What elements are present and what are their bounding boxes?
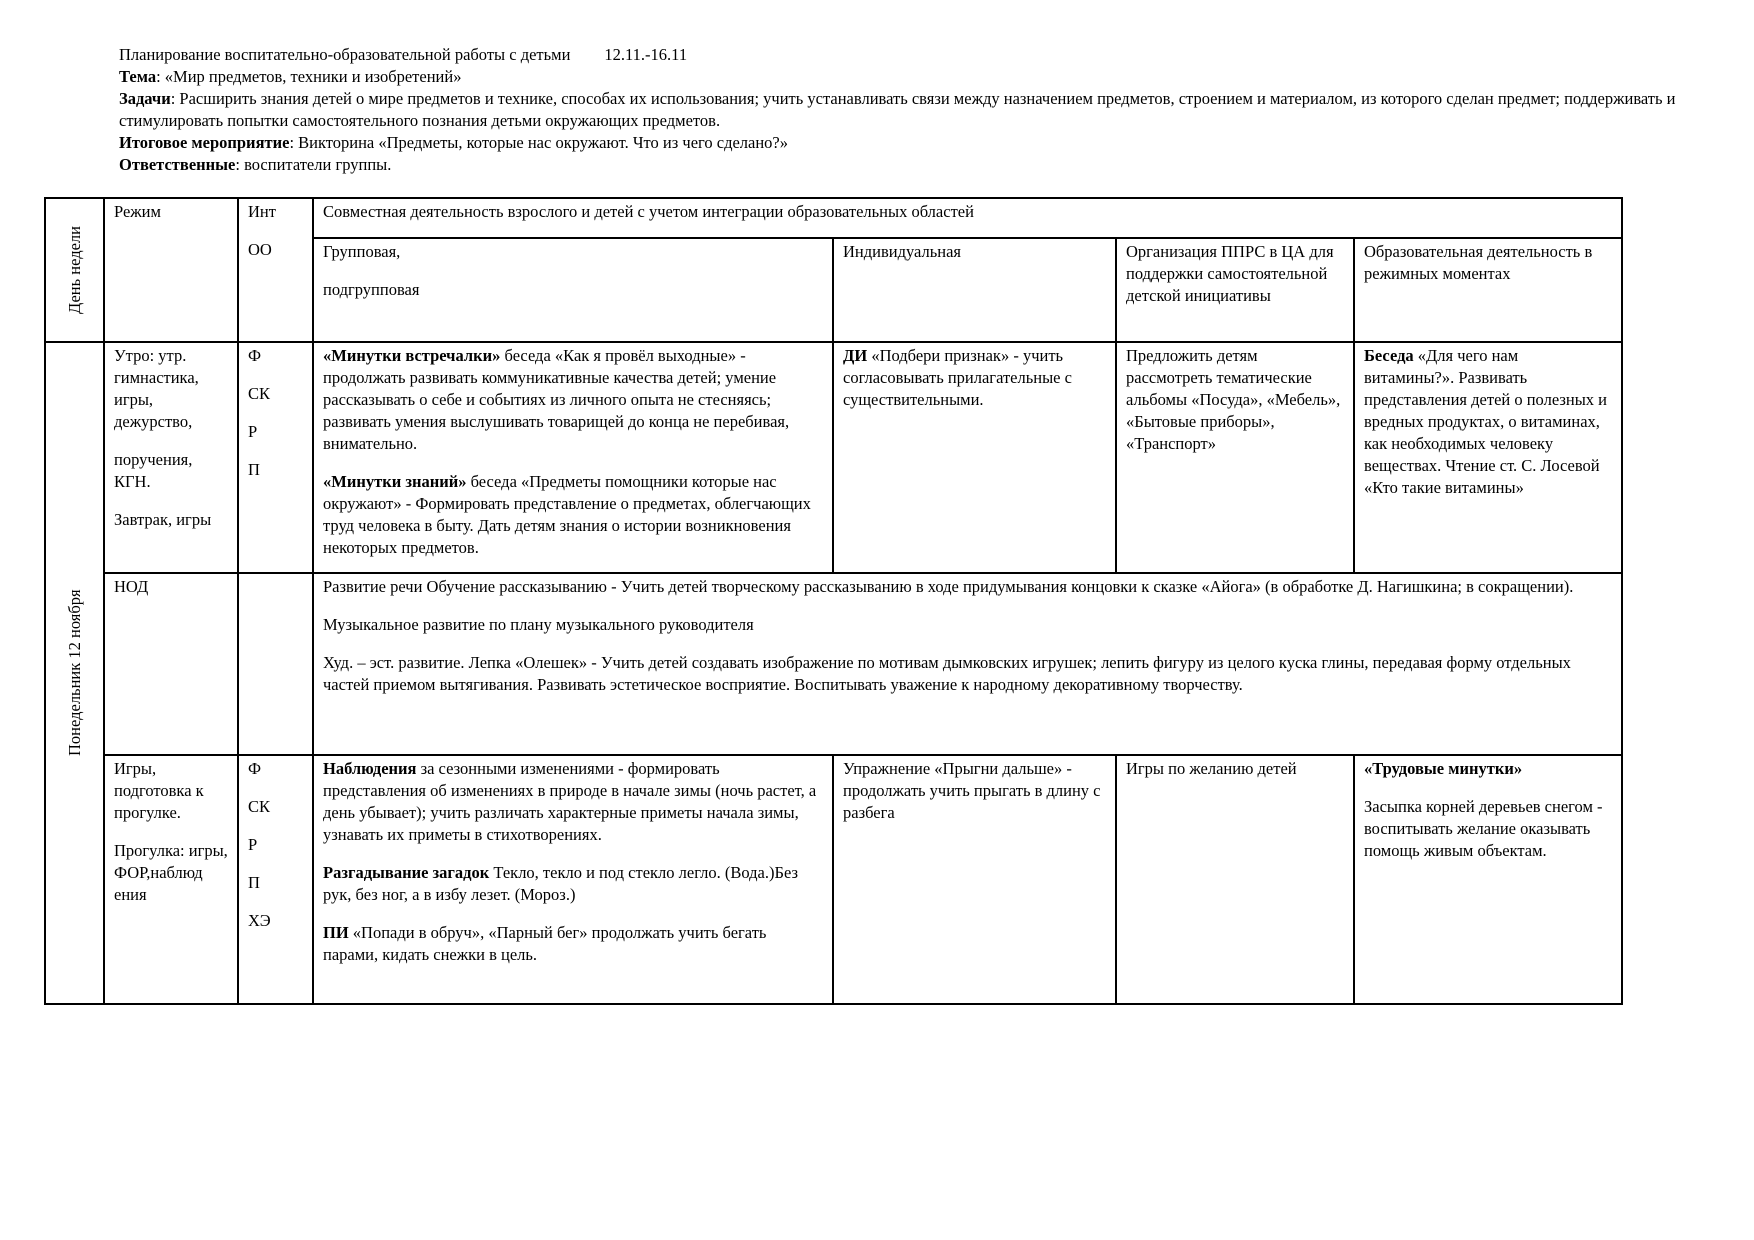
responsible-label: Ответственные [119, 155, 236, 174]
walk-mode-p1: Игры, подготовка к прогулке. [114, 759, 204, 823]
day-header-cell [45, 198, 104, 342]
walk-group-p3-text: «Попади в обруч», «Парный бег» продолжать учить бегать парами, кидать снежки в цель. [323, 923, 767, 965]
nod-mode-text: НОД [114, 576, 149, 596]
plan-table [44, 197, 1623, 1005]
morning-ppps [1116, 342, 1354, 573]
walk-group [313, 755, 833, 1004]
group-header [313, 238, 833, 342]
tasks-label: Задачи [119, 89, 171, 108]
morning-edu-text: «Для чего нам витамины?». Развивать представления детей о полезных и вредных продуктах, о витаминах, как необходимых человеку веществах. Чтение ст. С. Лосевой «Кто такие витамины» [1364, 346, 1607, 497]
morning-individual [833, 342, 1116, 573]
final-event-line [119, 132, 1679, 154]
nod-content [313, 573, 1622, 756]
nod-row [45, 573, 1622, 756]
ppps-header [1116, 238, 1354, 342]
walk-mode-p2: Прогулка: игры, ФОР,наблюд ения [114, 841, 228, 905]
group-header-line2: подгрупповая [323, 280, 420, 299]
oo-item: Р [248, 422, 258, 441]
responsible-line [119, 154, 1679, 176]
walk-ind-text: Упражнение «Прыгни дальше» - продолжать учить прыгать в длину с разбега [843, 759, 1101, 823]
individual-header-text: Индивидуальная [843, 242, 961, 261]
individual-header [833, 238, 1116, 342]
ppps-header-text: Организация ППРС в ЦА для поддержки самостоятельной детской инициативы [1126, 242, 1334, 305]
doc-dates: 12.11.-16.11 [604, 45, 688, 64]
morning-ind-text: «Подбери признак» - учить согласовывать прилагательные с существительными. [843, 346, 1072, 409]
joint-activity-header [313, 198, 1622, 238]
morning-mode-p1: Утро: утр. гимнастика, игры, дежурство, [114, 346, 199, 431]
morning-group-p1-text: беседа «Как я провёл выходные» - продолжать развивать коммуникативные качества детей; умение рассказывать о себе и событиях из личного опыта не стесняясь; развивать умения выслушивать товарищей до конца не перебивая, внимательно. [323, 346, 790, 453]
theme-text: : «Мир предметов, техники и изобретений» [156, 67, 462, 86]
final-event-text: : Викторина «Предметы, которые нас окружают. Что из чего сделано?» [289, 133, 789, 152]
walk-group-p1-bold: Наблюдения [323, 759, 417, 779]
oo-item: ХЭ [248, 911, 271, 931]
morning-mode [104, 342, 238, 573]
morning-group-p1 [323, 345, 823, 455]
walk-mode [104, 755, 238, 1004]
nod-p1: Развитие речи Обучение рассказыванию - Учить детей творческому рассказыванию в ходе придумывания концовки к сказке «Айога» (в обработке Д. Нагишкина; в сокращении). [323, 576, 1574, 596]
edu-header-text: Образовательная деятельность в режимных моментах [1364, 242, 1593, 283]
walk-edu-text: Засыпка корней деревьев снегом - воспитывать желание оказывать помощь живым объектам. [1364, 797, 1603, 861]
walk-ppps [1116, 755, 1354, 1004]
morning-mode-p3: Завтрак, игры [114, 510, 212, 529]
header-row-1 [45, 198, 1622, 238]
oo-item: П [248, 460, 260, 479]
walk-group-p2-bold: Разгадывание загадок [323, 863, 490, 883]
morning-edu-bold: Беседа [1364, 346, 1414, 365]
walk-group-p2-text: Текло, текло и под стекло легло. (Вода.)Без рук, без ног, а в избу лезет. (Мороз.) [323, 863, 799, 905]
morning-edu [1354, 342, 1622, 573]
document-header [119, 44, 1679, 176]
doc-title: Планирование воспитательно-образовательной работы с детьми [119, 45, 571, 64]
day-cell [45, 342, 104, 1004]
walk-individual [833, 755, 1116, 1004]
mode-header [104, 198, 238, 342]
nod-p3: Худ. – эст. развитие. Лепка «Олешек» - Учить детей создавать изображение по мотивам дымковских игрушек; лепить фигуру из целого куска глины, передавая форму отдельных частей приемом вытягивания. Развивать эстетическое восприятие. Воспитывать уважение к народному декоративному творчеству. [323, 652, 1571, 694]
morning-group-p2 [323, 471, 823, 559]
walk-oo [238, 755, 313, 1004]
nod-mode [104, 573, 238, 756]
oo-item: Ф [248, 346, 262, 365]
int-header-line2: ОО [248, 240, 272, 259]
theme-label: Тема [119, 67, 157, 86]
morning-group-p2-text: беседа «Предметы помощники которые нас окружают» - Формировать представление о предметах, облегчающих труд человека в быту. Дать детям знания о истории возникновения некоторых предметов. [323, 472, 811, 557]
tasks-text: : Расширить знания детей о мире предметов и технике, способах их использования; учить устанавливать связи между назначением предметов, строением и материалом, из которого сделан предмет; поддерживать и стимулировать попытки самостоятельного познания детьми окружающих предметов. [119, 89, 1676, 130]
oo-item: Р [248, 835, 258, 855]
group-header-line1: Групповая, [323, 242, 401, 261]
doc-title-line [119, 44, 1679, 66]
oo-item: П [248, 873, 260, 893]
nod-oo [238, 573, 313, 756]
morning-row [45, 342, 1622, 573]
morning-group-p1-bold: «Минутки встречалки» [323, 346, 501, 365]
theme-line [119, 66, 1679, 88]
int-header [238, 198, 313, 342]
walk-group-p1 [323, 758, 823, 846]
oo-item: СК [248, 384, 271, 403]
mode-header-text: Режим [114, 202, 161, 221]
final-event-label: Итоговое мероприятие [119, 133, 290, 152]
morning-group [313, 342, 833, 573]
walk-row [45, 755, 1622, 1004]
oo-item: СК [248, 797, 271, 817]
day-header: День недели [64, 226, 84, 314]
walk-group-p3 [323, 922, 823, 966]
morning-mode-p2: поручения, КГН. [114, 450, 193, 491]
day-label: Понедельник 12 ноября [64, 589, 84, 757]
morning-group-p2-bold: «Минутки знаний» [323, 472, 467, 491]
walk-group-p1-text: за сезонными изменениями - формировать представления об изменениях в природе в начале зимы (ночь растет, а день убывает); учить различать характерные приметы начала зимы, узнавать их приметы в стихотворениях. [323, 759, 817, 845]
responsible-text: : воспитатели группы. [235, 155, 392, 174]
walk-ppps-text: Игры по желанию детей [1126, 759, 1297, 779]
walk-group-p2 [323, 862, 823, 906]
tasks-line [119, 88, 1679, 132]
morning-oo [238, 342, 313, 573]
edu-header [1354, 238, 1622, 342]
walk-group-p3-bold: ПИ [323, 923, 349, 943]
oo-item: Ф [248, 759, 262, 779]
walk-edu [1354, 755, 1622, 1004]
morning-ppps-text: Предложить детям рассмотреть тематические альбомы «Посуда», «Мебель», «Бытовые приборы», «Транспорт» [1126, 346, 1341, 453]
nod-p2: Музыкальное развитие по плану музыкального руководителя [323, 614, 754, 634]
morning-ind-bold: ДИ [843, 346, 868, 365]
joint-activity-text: Совместная деятельность взрослого и детей с учетом интеграции образовательных областей [323, 202, 974, 221]
int-header-line1: Инт [248, 202, 276, 221]
walk-edu-title: «Трудовые минутки» [1364, 759, 1523, 779]
